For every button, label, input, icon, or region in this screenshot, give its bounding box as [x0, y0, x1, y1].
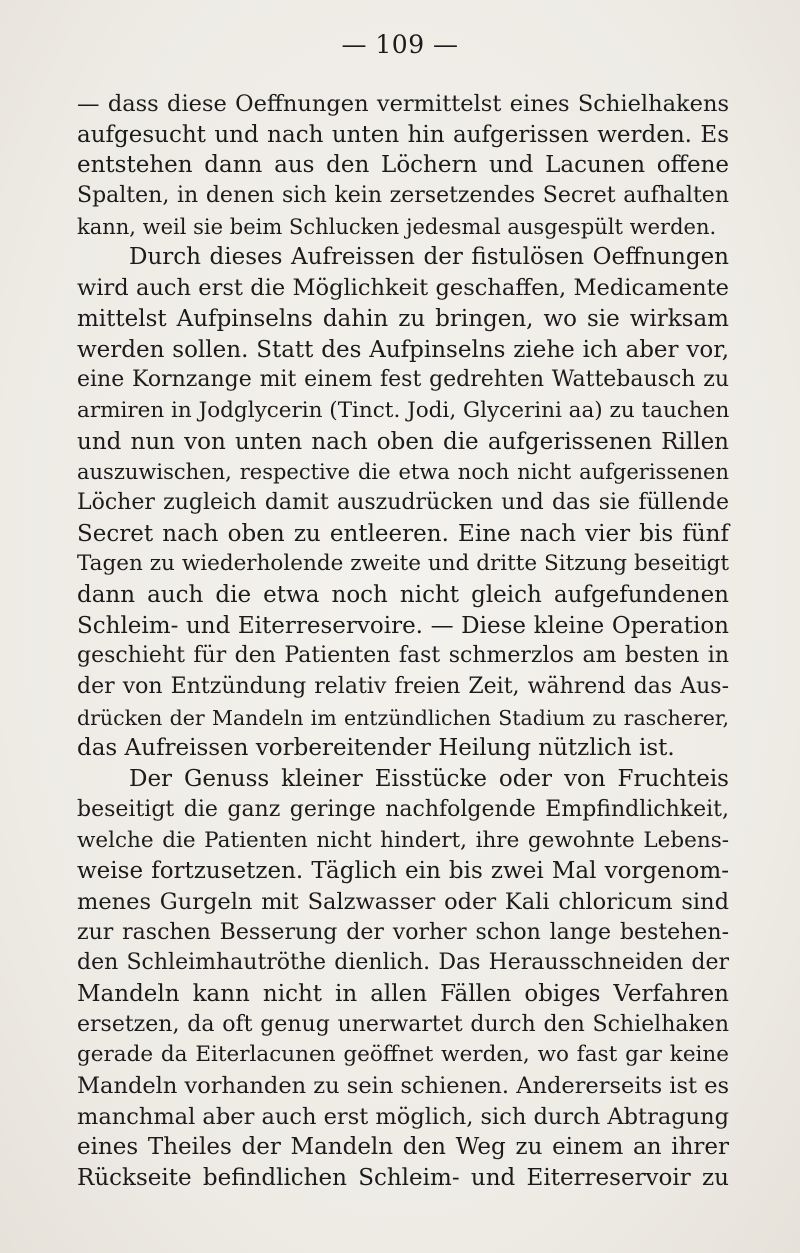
text-line: Spalten, in denen sich kein zersetzendes Secret aufhalten [77, 183, 729, 209]
text-line: Mandeln kann nicht in allen Fällen obiges Verfahren [77, 980, 729, 1007]
text-line: Mandeln vorhanden zu sein schienen. Andererseits ist es [77, 1073, 730, 1099]
text-line: eines Theiles der Mandeln den Weg zu einem an ihrer [77, 1134, 729, 1161]
text-line: welche die Patienten nicht hindert, ihre gewohnte Lebens- [77, 827, 729, 853]
text-line: — dass diese Oeffnungen vermittelst eines Schielhakens [77, 91, 729, 117]
text-line: armiren in Jodglycerin (Tinct. Jodi, Glycerini aa) zu tauchen [77, 397, 730, 423]
text-line: menes Gurgeln mit Salzwasser oder Kali chloricum sind [77, 888, 729, 915]
text-line: Tagen zu wiederholende zweite und dritte Sitzung beseitigt [77, 551, 729, 577]
text-line: der von Entzündung relativ freien Zeit, während das Aus- [77, 674, 729, 700]
text-line: mittelst Aufpinselns dahin zu bringen, wo sie wirksam [77, 305, 729, 332]
text-line: ersetzen, da oft genug unerwartet durch den Schielhaken [77, 1011, 729, 1037]
text-line: eine Kornzange mit einem fest gedrehten Wattebausch zu [77, 367, 729, 393]
text-line: werden sollen. Statt des Aufpinselns ziehe ich aber vor, [77, 336, 729, 363]
text-line: den Schleimhautröthe dienlich. Das Herausschneiden der [77, 950, 729, 976]
text-line: dann auch die etwa noch nicht gleich aufgefundenen [77, 582, 729, 608]
text-line: beseitigt die ganz geringe nachfolgende Empfindlichkeit, [77, 796, 729, 822]
text-line: entstehen dann aus den Löchern und Lacunen offene [77, 152, 729, 179]
text-line: wird auch erst die Möglichkeit geschaffen, Medicamente [77, 275, 729, 302]
text-line: Der Genuss kleiner Eisstücke oder von Fruchteis [129, 766, 729, 793]
body-text [77, 89, 729, 1194]
text-line: Secret nach oben zu entleeren. Eine nach vier bis fünf [77, 520, 729, 547]
text-line: drücken der Mandeln im entzündlichen Stadium zu rascherer, [77, 705, 729, 730]
text-line: manchmal aber auch erst möglich, sich durch Abtragung [77, 1103, 730, 1130]
text-line: aufgesucht und nach unten hin aufgerissen werden. Es [77, 121, 729, 148]
text-line: gerade da Eiterlacunen geöffnet werden, wo fast gar keine [77, 1042, 729, 1068]
text-line: geschieht für den Patienten fast schmerzlos am besten in [77, 643, 729, 669]
text-line: Löcher zugleich damit auszudrücken und das sie füllende [77, 489, 729, 515]
text-line: Durch dieses Aufreissen der fistulösen Oeffnungen [129, 244, 729, 271]
text-line: Schleim- und Eiterreservoire. — Diese kleine Operation [77, 612, 729, 639]
text-line: auszuwischen, respective die etwa noch nicht aufgerissenen [77, 460, 729, 485]
text-line: und nun von unten nach oben die aufgerissenen Rillen [77, 428, 729, 455]
page-number: — 109 — [341, 30, 459, 59]
text-line: weise fortzusetzen. Täglich ein bis zwei Mal vorgenom- [77, 858, 729, 885]
text-line: kann, weil sie beim Schlucken jedesmal ausgespült werden. [77, 214, 717, 239]
text-line: Rückseite befindlichen Schleim- und Eiterreservoir zu [77, 1165, 729, 1192]
text-line: zur raschen Besserung der vorher schon lange bestehen- [77, 919, 729, 945]
text-line: das Aufreissen vorbereitender Heilung nützlich ist. [77, 735, 675, 762]
